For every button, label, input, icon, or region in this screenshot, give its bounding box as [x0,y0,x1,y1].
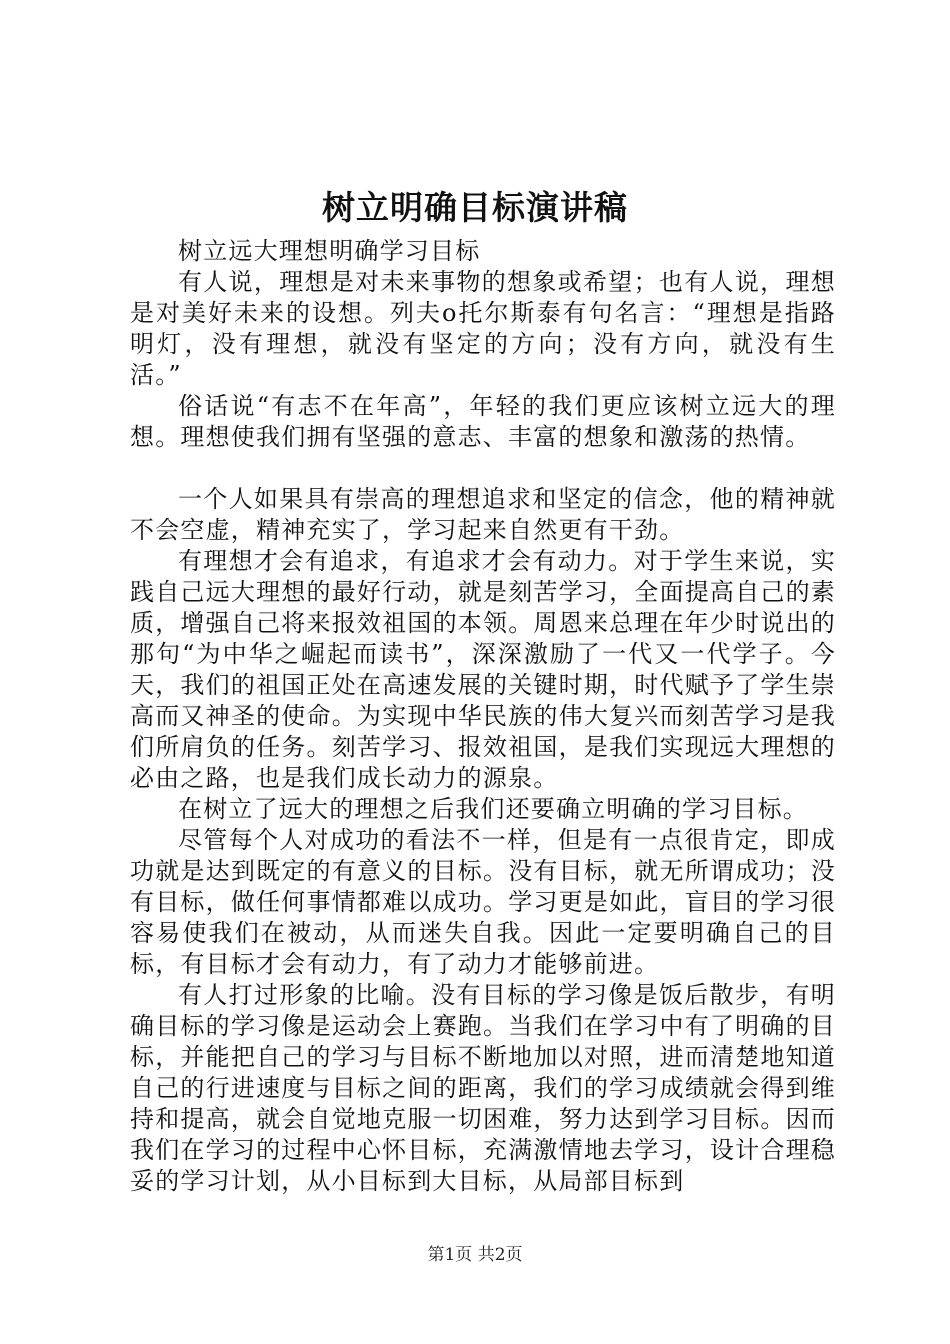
paragraph: 有人说，理想是对未来事物的想象或希望；也有人说，理想是对美好未来的设想。列夫o托尔斯泰有句名言：“理想是指路明灯，没有理想，就没有坚定的方向；没有方向，就没有生活。” [130,268,836,389]
paragraph: 尽管每个人对成功的看法不一样，但是有一点很肯定，即成功就是达到既定的有意义的目标。没有目标，就无所谓成功；没有目标，做任何事情都难以成功。学习更是如此，盲目的学习很容易使我们在被动，从而迷失自我。因此一定要明确自己的目标，有目标才会有动力，有了动力才能够前进。 [130,826,836,978]
paragraph: 在树立了远大的理想之后我们还要确立明确的学习目标。 [178,795,808,823]
document-title: 树立明确目标演讲稿 [322,188,628,227]
paragraph: 有理想才会有追求，有追求才会有动力。对于学生来说，实践自己远大理想的最好行动，就是刻苦学习，全面提高自己的素质，增强自己将来报效祖国的本领。周恩来总理在年少时说出的那句“为中华之崛起而读书”，深深激励了一代又一代学子。今天，我们的祖国正处在高速发展的关键时期，时代赋予了学生崇高而又神圣的使命。为实现中华民族的伟大复兴而刻苦学习是我们所肩负的任务。刻苦学习、报效祖国，是我们实现远大理想的必由之路，也是我们成长动力的源泉。 [130,547,836,792]
paragraph: 有人打过形象的比喻。没有目标的学习像是饭后散步，有明确目标的学习像是运动会上赛跑。当我们在学习中有了明确的目标，并能把自己的学习与目标不断地加以对照，进而清楚地知道自己的行进速度与目标之间的距离，我们的学习成绩就会得到维持和提高，就会自觉地克服一切困难，努力达到学习目标。因而我们在学习的过程中心怀目标，充满激情地去学习，设计合理稳妥的学习计划，从小目标到大目标，从局部目标到 [130,981,836,1195]
paragraph: 俗话说“有志不在年高”，年轻的我们更应该树立远大的理想。理想使我们拥有坚强的意志、丰富的想象和激荡的热情。 [130,392,836,451]
paragraph: 一个人如果具有崇高的理想追求和坚定的信念，他的精神就不会空虚，精神充实了，学习起来自然更有干劲。 [130,485,836,544]
paragraph-subtitle: 树立远大理想明确学习目标 [178,237,481,265]
document-body [130,236,836,1197]
page-number-footer: 第1页 共2页 [427,1245,523,1265]
